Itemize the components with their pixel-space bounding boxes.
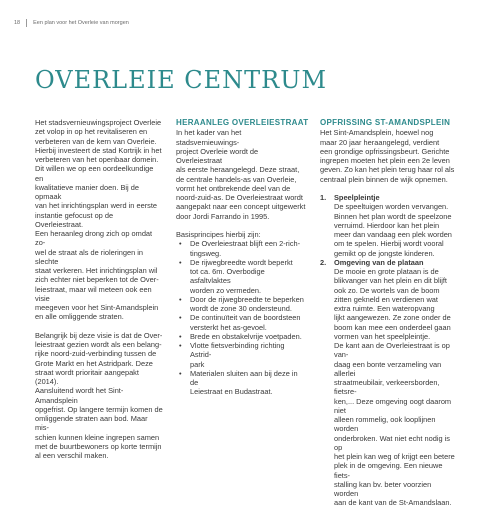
section-heading: OPFRISSING ST-AMANDSPLEIN [320,118,451,127]
list-item: • Materialen sluiten aan bij deze in de Leiestraat en Budastraat. [176,369,306,397]
list-item: • Brede en obstakelvrije voetpaden. [176,332,306,341]
section-heading: HERAANLEG OVERLEIESTRAAT [176,118,309,127]
section-paragraph: Het Sint-Amandsplein, hoewel nog maar 20 jaar heraangelegd, verdient een grondige opfrissingsbeurt. Gerichte ingrepen moeten het plein een 2e leven geven. Zo kan het plein terug haar rol als centraal plein binnen de wijk opnemen. [320,128,455,184]
item-number: 2. [320,257,327,267]
list-item [320,193,455,258]
running-title: Een plan voor het Overleie van morgen [33,20,129,26]
page-number: 18 [14,20,21,26]
list-item: • Vlotte fietsverbinding richting Astrid- park [176,341,306,369]
running-header [14,19,129,27]
list-item: • De rijwegbreedte wordt beperkt tot ca. 6m. Overbodige asfaltvlaktes worden zo vermeden. [176,258,306,295]
list-item: • Door de rijwegbreedte te beperken wordt de zone 30 ondersteund. [176,295,306,314]
item-text: De mooie en grote plataan is de blikvanger van het plein en dit blijft ook zo. De wortels van de boom zitten gekneld en verdienen wat extra ruimte. Een wateropvang lijkt aangewezen. Ze zone onder de boom kan mee een onderdeel gaan vormen van het speelpleintje. De kant aan de Overleiestraat is op van- daag een bonte verzameling van allerlei straatmeubilair, verkeersborden, fietsre- ken,... Deze omgeving oogt daarom niet alleen rommelig, ook looplijnen worden onderbroken. Wat niet echt nodig is op het plein kan weg of krijgt een betere plek in de omgeving. Een nieuwe fiets- stalling kan bv. beter voorzien worden aan de kant van de St-Amandslaan. [334,267,455,508]
list-item: • De Overleiestraat blijft een 2-rich- tingsweg. [176,239,306,258]
item-title: Omgeving van de plataan [334,257,424,267]
item-text: De speeltuigen worden vervangen. Binnen het plan wordt de speelzone verruimd. Hierdoor kan het plein meer dan vandaag een plek worden om te spelen. Hierbij wordt vooral gemikt op de jongste kinderen. [334,202,452,258]
overleiestraat-column [176,118,309,397]
principles-intro: Basisprincipes hierbij zijn: [176,230,261,239]
page-title: OVERLEIE CENTRUM [35,66,328,94]
list-item: • De continuïteit van de boordsteen versterkt het as-gevoel. [176,313,306,332]
section-paragraph: In het kader van het stadsvernieuwings- project Overleie wordt de Overleiestraat als eerste heraangelegd. Deze straat, de centrale handels-as van Overleie, vormt het ontbrekende deel van de noord-zuid-as. De Overleiestraat wordt aangepakt naar een concept uitgewerkt door Jordi Farrando in 1995. [176,128,306,221]
numbered-list [320,193,455,508]
item-number: 1. [320,193,327,202]
header-divider [26,19,27,27]
intro-paragraph: Belangrijk bij deze visie is dat de Over- leiestraat gezien wordt als een belang- rijke noord-zuid-verbinding tussen de Grote Markt en het Astridpark. Deze straat wordt prioritair aangepakt (2014). Aansluitend wordt het Sint-Amandsplein opgefrist. Op langere termijn komen de omliggende straten aan bod. Maar mis- schien kunnen kleine ingrepen samen met de buurtbewoners op korte termijn al een verschil maken. [35,330,163,460]
intro-column [35,118,163,460]
principles-list [176,239,306,396]
intro-paragraph: Het stadsvernieuwingsproject Overleie zet volop in op het revitaliseren en verbeteren van de kern van Overleie. Hierbij investeert de stad Kortrijk in het verbeteren van het openbaar domein. Dit willen we op een oordeelkundige en kwalitatieve manier doen. Bij de opmaak van het inrichtingsplan werd in eerste instantie gefocust op de Overleiestraat. Een heraanleg drong zich op omdat zo- wel de straat als de rioleringen in slechte staat verkeren. Het inrichtingsplan wil zich echter niet beperken tot de Over- leiestraat, maar wil meteen ook een visie meegeven voor het Sint-Amandsplein en alle omliggende straten. [35,118,162,322]
list-item [320,258,455,508]
st-amandsplein-column [320,118,455,508]
item-title: Speelpleintje [334,193,380,202]
